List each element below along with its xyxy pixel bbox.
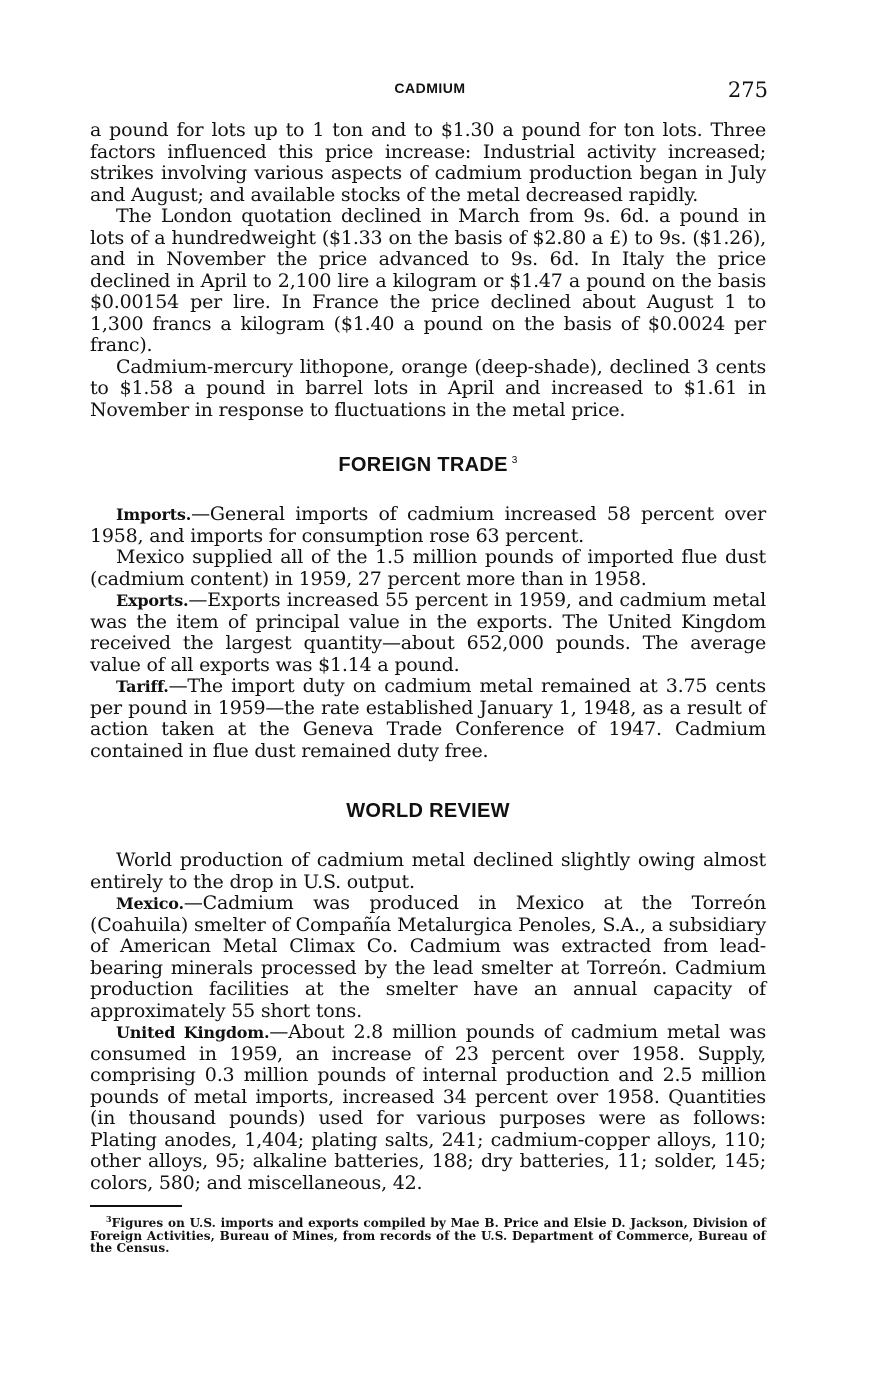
footnote-text: Figures on U.S. imports and exports compiled by Mae B. Price and Elsie D. Jackson, Division of Foreign Activities, Bureau of Mines, from records of the U.S. Department of Commerce, Bureau of the Census. [90,1216,766,1255]
page-body [90,120,766,1255]
exports-run-in-heading: Exports. [116,591,189,610]
imports-run-in-heading: Imports. [116,505,192,524]
united-kingdom-run-in-heading: United Kingdom. [116,1023,270,1042]
tariff-text: —The import duty on cadmium metal remained at 3.75 cents per pound in 1959—the rate established January 1, 1948, as a result of action taken at the Geneva Trade Conference of 1947. Cadmium contained in flue dust remained duty free. [90,675,766,762]
exports-paragraph [90,590,766,676]
footnote-marker: 3 [106,1214,112,1224]
imports-text: —General imports of cadmium increased 58 percent over 1958, and imports for consumption rose 63 percent. [90,503,766,547]
imports-paragraph [90,504,766,547]
london-quotation-paragraph: The London quotation declined in March from 9s. 6d. a pound in lots of a hundredweight ($1.33 on the basis of $2.80 a £) to 9s. ($1.26), and in November the price advanced to 9s. 6d. In Italy the price declined in April to 2,100 lire a kilogram or $1.47 a pound on the basis $0.00154 per lire. In France the price declined about August 1 to 1,300 francs a kilogram ($1.40 a pound on the basis of $0.0024 per franc). [90,205,766,356]
united-kingdom-text: —About 2.8 million pounds of cadmium metal was consumed in 1959, an increase of 23 percent over 1958. Supply, comprising 0.3 million pounds of internal production and 2.5 million pounds of metal imports, increased 34 percent over 1958. Quantities (in thousand pounds) used for various purposes were as follows: Plating anodes, 1,404; plating salts, 241; cadmium-copper alloys, 110; other alloys, 95; alkaline batteries, 188; dry batteries, 11; solder, 145; colors, 580; and miscellaneous, 42. [90,1021,766,1194]
footnote-divider [90,1205,182,1207]
continued-price-paragraph: a pound for lots up to 1 ton and to $1.30 a pound for ton lots. Three factors influenced this price increase: Industrial activity increased; strikes involving various aspects of cadmium production began in July and August; and available stocks of the metal decreased rapidly. [90,119,766,206]
mexico-run-in-heading: Mexico. [116,894,184,913]
running-title: CADMIUM [394,80,466,96]
tariff-paragraph [90,676,766,762]
foreign-trade-heading-text: FOREIGN TRADE [338,454,508,476]
world-review-heading: WORLD REVIEW [346,800,510,822]
footnote-reference: 3 [511,455,518,466]
mexico-paragraph [90,893,766,1022]
footnote [90,1213,766,1255]
lithopone-paragraph: Cadmium-mercury lithopone, orange (deep-shade), declined 3 cents to $1.58 a pound in barrel lots in April and increased to $1.61 in November in response to fluctuations in the metal price. [90,355,766,421]
running-header [92,78,768,108]
page-number: 275 [727,78,768,102]
exports-text: —Exports increased 55 percent in 1959, and cadmium metal was the item of principal value in the exports. The United Kingdom received the largest quantity—about 652,000 pounds. The average value of all exports was $1.14 a pound. [90,589,766,676]
mexico-flue-dust-paragraph: Mexico supplied all of the 1.5 million pounds of imported flue dust (cadmium content) in 1959, 27 percent more than in 1958. [90,546,766,590]
united-kingdom-paragraph [90,1022,766,1194]
tariff-run-in-heading: Tariff. [116,677,169,696]
foreign-trade-heading [90,454,766,477]
world-production-paragraph: World production of cadmium metal declined slightly owing almost entirely to the drop in U.S. output. [90,849,766,893]
mexico-text: —Cadmium was produced in Mexico at the Torreón (Coahuila) smelter of Compañía Metalurgica Penoles, S.A., a subsidiary of American Metal Climax Co. Cadmium was extracted from lead-bearing minerals processed by the lead smelter at Torreón. Cadmium production facilities at the smelter have an annual capacity of approximately 55 short tons. [90,892,766,1022]
